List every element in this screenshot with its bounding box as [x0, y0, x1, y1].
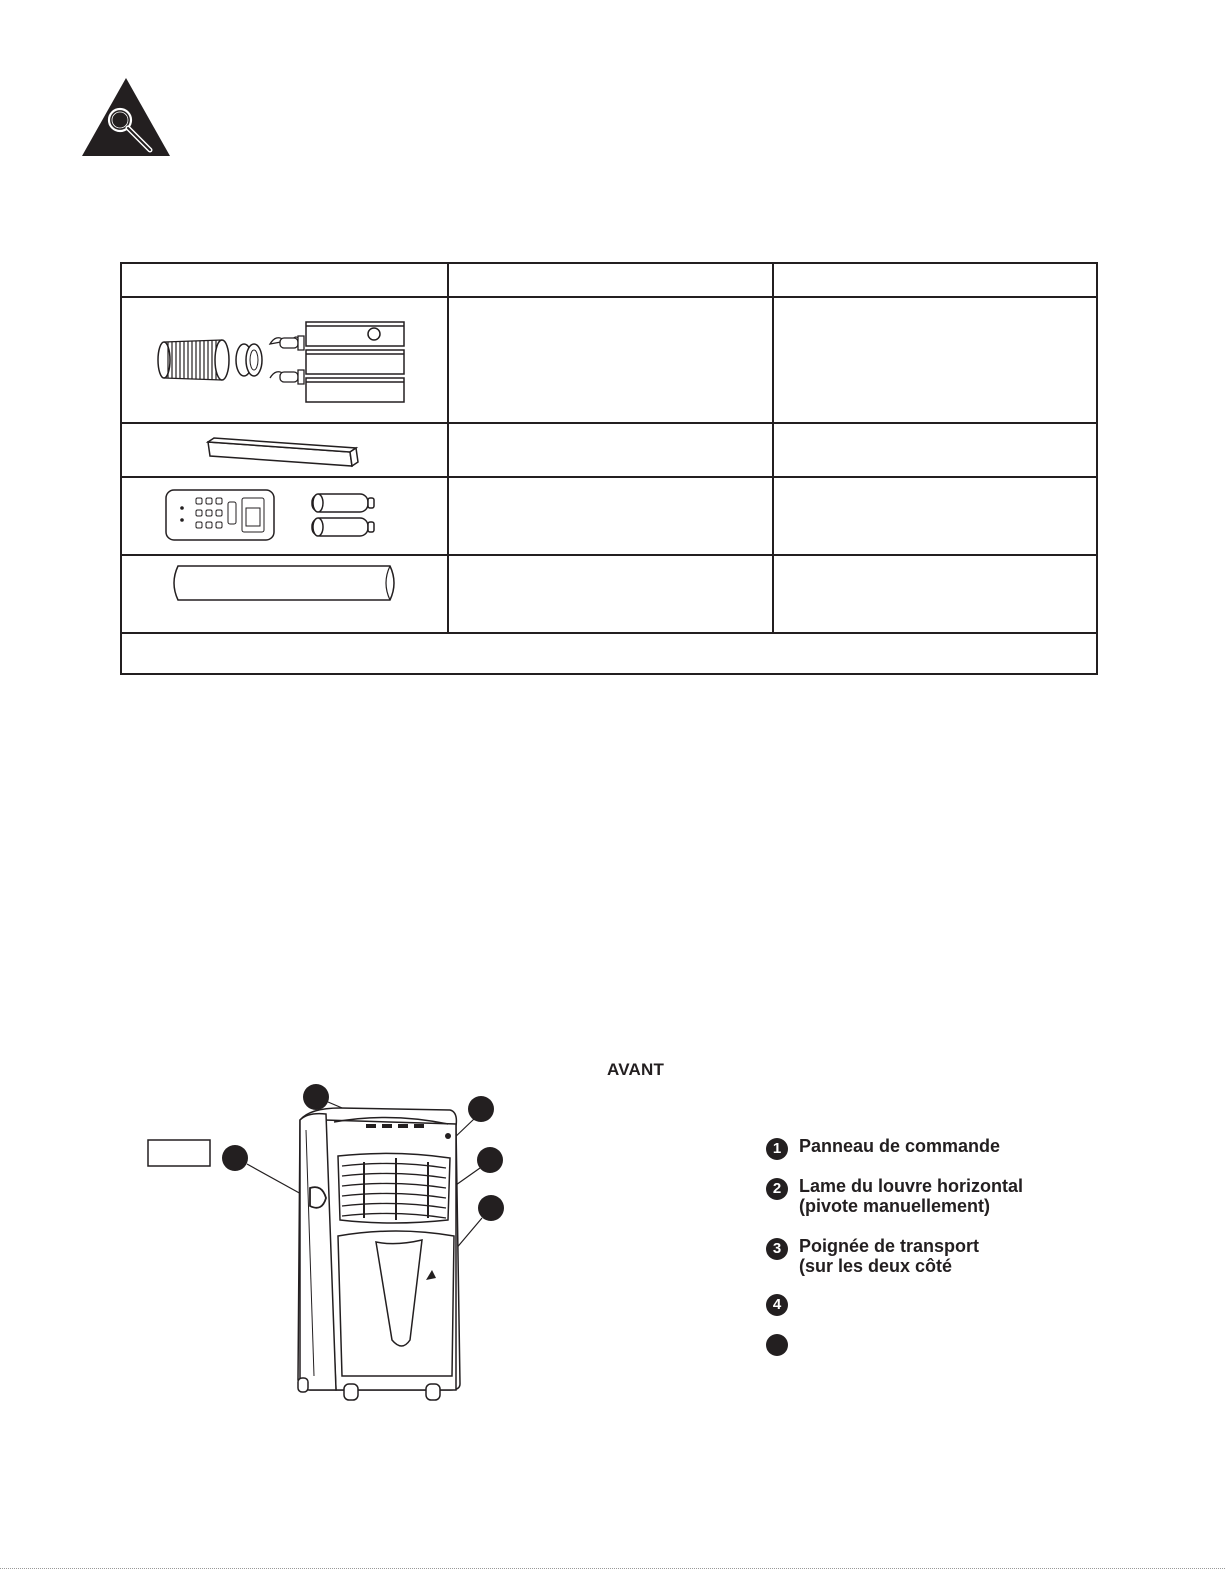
table-row-divider: [122, 554, 1096, 556]
table-row-divider: [122, 632, 1096, 634]
table-row-divider: [122, 422, 1096, 424]
legend-line: Panneau de commande: [799, 1136, 1001, 1156]
legend-number-badge: 2: [766, 1178, 788, 1200]
legend-item-label: [799, 1176, 1139, 1216]
exhaust-hose-kit-image: [152, 314, 442, 410]
table-column-divider: [447, 264, 449, 632]
magnifying-glass-warning-icon: [80, 76, 172, 158]
legend-number-badge: 4: [766, 1294, 788, 1316]
legend-item-label: [799, 1136, 1139, 1156]
table-column-divider: [772, 264, 774, 632]
legend-line: Poignée de transport: [799, 1236, 980, 1256]
remote-control-and-batteries-image: [162, 486, 402, 546]
accessories-table: [120, 262, 1098, 675]
foam-seal-strip-image: [202, 434, 362, 470]
legend-line: (pivote manuellement): [799, 1196, 991, 1216]
table-header-divider: [122, 296, 1096, 298]
portable-air-conditioner-diagram: [130, 1080, 530, 1420]
drain-tube-image: [168, 562, 404, 604]
legend-line: (sur les deux côté: [799, 1256, 953, 1276]
legend-number-badge: [766, 1334, 788, 1356]
legend-line: Lame du louvre horizontal: [799, 1176, 1024, 1196]
legend-number-badge: 3: [766, 1238, 788, 1260]
legend-number-badge: 1: [766, 1138, 788, 1160]
front-view-label: AVANT: [607, 1060, 665, 1079]
page-bottom-rule: [0, 1568, 1225, 1569]
table-row-divider: [122, 476, 1096, 478]
legend-item-label: [799, 1236, 1139, 1276]
